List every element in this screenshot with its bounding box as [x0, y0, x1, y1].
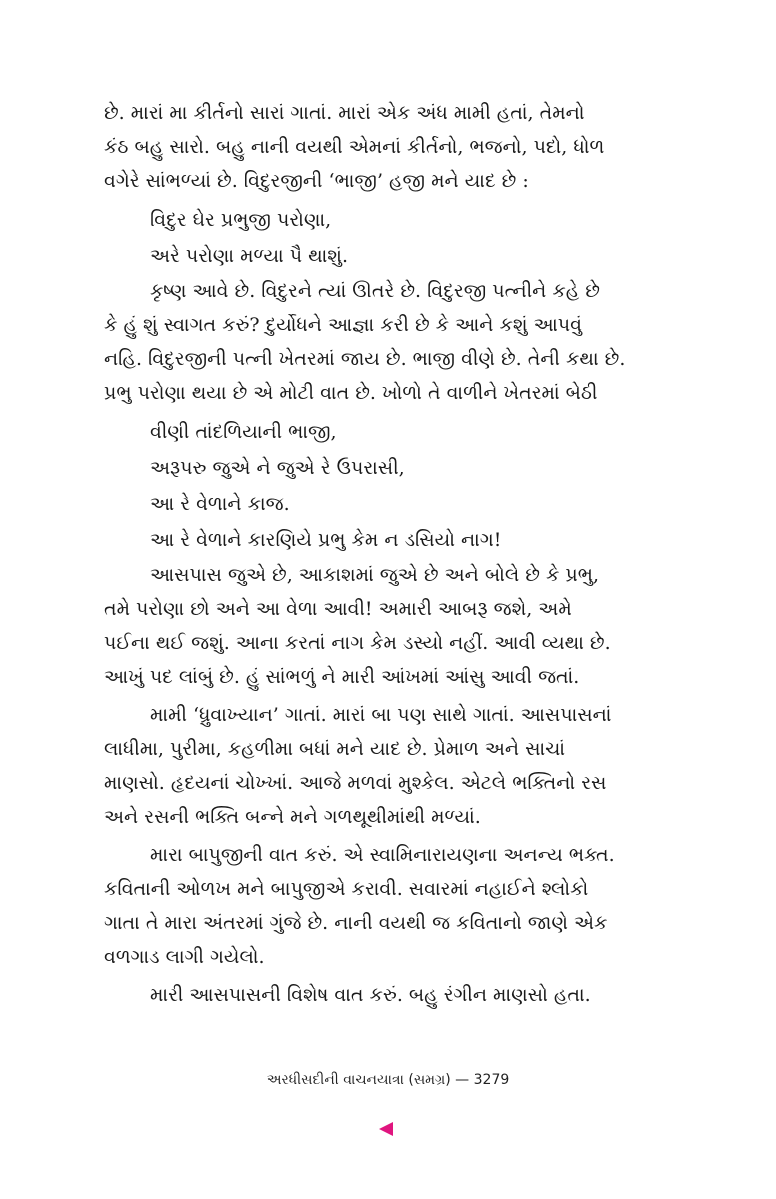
paragraph-1	[104, 96, 672, 198]
text-line: આખું પદ લાંબું છે. હું સાંભળું ને મારી આંખમાં આંસુ આવી જતાં.	[104, 666, 580, 688]
verse-line: અરૂપરુ જુએ ને જુએ રે ઉપરાસી,	[150, 457, 405, 479]
text-line: મારી આસપાસની વિશેષ વાત કરું. બહુ રંગીન માણસો હતા.	[150, 984, 591, 1006]
text-line: કંઠ બહુ સારો. બહુ નાની વયથી એમનાં કીર્તનો, ભજનો, પદો, ધોળ	[104, 136, 605, 158]
text-line: નહિ. વિદુરજીની પત્ની ખેતરમાં જાય છે. ભાજી વીણે છે. તેની કથા છે.	[104, 348, 626, 370]
text-line: વગેરે સાંભળ્યાં છે. વિદુરજીની ‘ભાજી’ હજી મને યાદ છે :	[104, 170, 529, 192]
verse-line: વિદુર ઘેર પ્રભુજી પરોણા,	[150, 209, 332, 231]
text-line: પ્રભુ પરોણા થયા છે એ મોટી વાત છે. ખોળો તે વાળીને ખેતરમાં બેઠી	[104, 382, 598, 404]
paragraph-5	[104, 838, 672, 974]
verse-line: આ રે વેળાને કાજ.	[150, 493, 290, 515]
text-line: કવિતાની ઓળખ મને બાપુજીએ કરાવી. સવારમાં નહાઈને શ્લોકો	[104, 878, 589, 900]
verse-line: આ રે વેળાને કારણિયે પ્રભુ કેમ ન ડસિયો નાગ!	[150, 529, 502, 551]
paragraph-6	[104, 978, 672, 1012]
paragraph-3	[104, 558, 672, 694]
text-line: અને રસની ભક્તિ બન્ને મને ગળથૂથીમાંથી મળ્યાં.	[104, 806, 481, 828]
text-line: પઈના થઈ જશું. આના કરતાં નાગ કેમ ડસ્યો નહીં. આવી વ્યથા છે.	[104, 632, 611, 654]
verse-line: અરે પરોણા મળ્યા પૈ થાશું.	[150, 245, 348, 267]
page-footer: અરધીસદીની વાચનયાત્રા (સમગ્ર) — 3279	[266, 1072, 510, 1088]
text-line: વળગાડ લાગી ગયેલો.	[104, 946, 265, 968]
paragraph-4	[104, 698, 672, 834]
text-line: મામી ‘ધ્રુવાખ્યાન’ ગાતાં. મારાં બા પણ સાથે ગાતાં. આસપાસનાં	[150, 704, 612, 726]
text-line: મારા બાપુજીની વાત કરું. એ સ્વામિનારાયણના અનન્ય ભક્ત.	[150, 844, 615, 866]
text-line: કૃષ્ણ આવે છે. વિદુરને ત્યાં ઊતરે છે. વિદુરજી પત્નીને કહે છે	[150, 280, 600, 302]
text-line: તમે પરોણા છો અને આ વેળા આવી! અમારી આબરૂ જશે, અમે	[104, 598, 572, 620]
text-line: છે. મારાં મા કીર્તનો સારાં ગાતાં. મારાં એક અંધ મામી હતાં, તેમનો	[104, 102, 585, 124]
text-line: ગાતા તે મારા અંતરમાં ગુંજે છે. નાની વયથી જ કવિતાનો જાણે એક	[104, 912, 608, 934]
verse-line: વીણી તાંદળિયાની ભાજી,	[150, 421, 337, 443]
text-line: કે હું શું સ્વાગત કરું? દુર્યોધને આજ્ઞા કરી છે કે આને કશું આપવું	[104, 314, 582, 336]
text-line: આસપાસ જુએ છે, આકાશમાં જુએ છે અને બોલે છે કે પ્રભુ,	[150, 564, 599, 586]
verse-1	[104, 202, 672, 274]
page-body	[104, 96, 672, 1016]
paragraph-2	[104, 274, 672, 410]
text-line: લાધીમા, પુરીમા, કહળીમા બધાં મને યાદ છે. પ્રેમાળ અને સાચાં	[104, 738, 566, 760]
text-line: માણસો. હૃદયનાં ચોખ્ખાં. આજે મળવાં મુશ્કેલ. એટલે ભક્તિનો રસ	[104, 772, 607, 794]
prev-page-icon[interactable]	[379, 1122, 393, 1136]
verse-2	[104, 414, 672, 558]
